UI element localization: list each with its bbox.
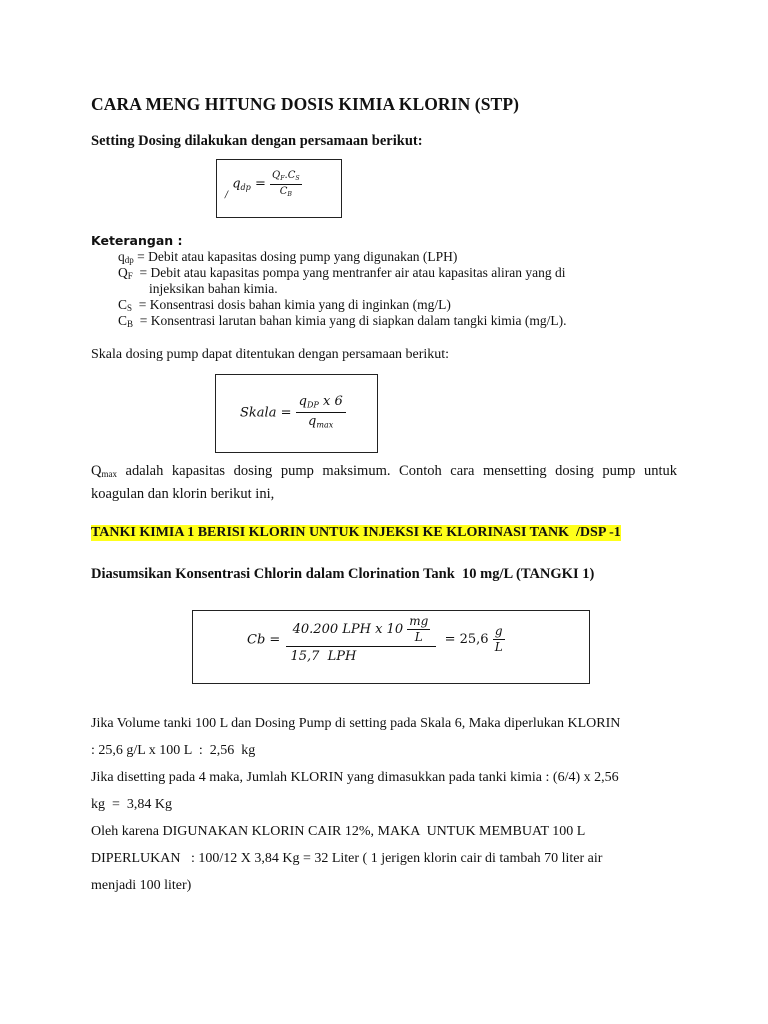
legend-item-qf-continued: injeksikan bahan kimia. [149,281,278,296]
body-line-1: Jika Volume tanki 100 L dan Dosing Pump di setting pada Skala 6, Maka diperlukan KLORIN [91,716,621,731]
formula-box-qdp [216,159,342,218]
skala-intro: Skala dosing pump dapat ditentukan dengan persamaan berikut: [91,347,450,362]
assumption-heading: Diasumsikan Konsentrasi Chlorin dalam Clorination Tank 10 mg/L (TANGKI 1) [91,566,595,582]
body-line-2: : 25,6 g/L x 100 L : 2,56 kg [91,743,256,758]
formula-box-cb [192,610,590,684]
formula-skala: Skala = $\frac{q_{DP} x 6}{q_{max}}$ [240,395,346,431]
setting-dosing-heading: Setting Dosing dilakukan dengan persamaan berikut: [91,133,423,149]
formula-cb: Cb = 40.200 LPH x 10 $\frac{mg}{L}$ 15,7 LPH = 25,6 $\frac{g}{L}$ [247,614,503,665]
keterangan-title: Keterangan : [91,233,183,248]
body-line-4: kg = 3,84 Kg [91,797,173,812]
formula-qdp: $_/$ $q_{dp}$ = $\frac{Q_F.C_S}{C_B}$ [225,170,300,201]
legend-item-cb: CB = Konsentrasi larutan bahan kimia yang di siapkan dalam tangki kimia (mg/L). [118,313,567,329]
page-title: CARA MENG HITUNG DOSIS KIMIA KLORIN (STP) [91,94,520,114]
tank-highlight-heading: TANKI KIMIA 1 BERISI KLORIN UNTUK INJEKSI KE KLORINASI TANK /DSP -1 [91,525,621,540]
qmax-paragraph-line2: koagulan dan klorin berikut ini, [91,486,275,502]
body-line-6: DIPERLUKAN : 100/12 X 3,84 Kg = 32 Liter ( 1 jerigen klorin cair di tambah 70 liter air [91,851,603,866]
formula-box-skala [215,374,378,453]
body-line-5: Oleh karena DIGUNAKAN KLORIN CAIR 12%, MAKA UNTUK MEMBUAT 100 L [91,824,586,839]
body-line-3: Jika disetting pada 4 maka, Jumlah KLORIN yang dimasukkan pada tanki kimia : (6/4) x 2,56 [91,770,619,785]
qmax-paragraph-line1: Qmax adalah kapasitas dosing pump maksimum. Contoh cara mensetting dosing pump untuk [91,463,677,479]
body-line-7: menjadi 100 liter) [91,878,192,893]
legend-item-qdp: qdp = Debit atau kapasitas dosing pump yang digunakan (LPH) [118,249,458,265]
legend-item-qf: QF = Debit atau kapasitas pompa yang mentranfer air atau kapasitas aliran yang di [118,265,566,281]
legend-item-cs: CS = Konsentrasi dosis bahan kimia yang di inginkan (mg/L) [118,297,451,313]
